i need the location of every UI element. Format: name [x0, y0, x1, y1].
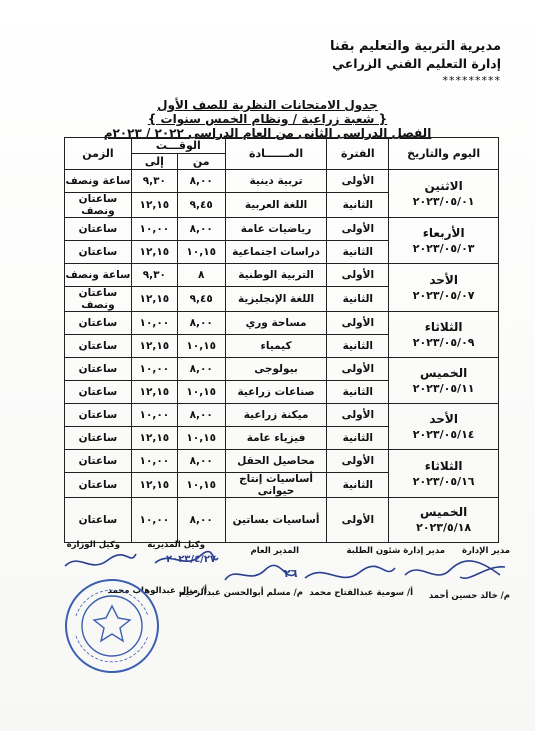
- period-cell: الثانية: [327, 473, 389, 498]
- schedule-subtitle: { شعبة زراعية / ونظام الخمس سنوات }: [147, 112, 388, 126]
- subject-cell: دراسات اجتماعية: [225, 241, 327, 264]
- duration-cell: ساعتان: [65, 241, 132, 264]
- from-cell: ٨,٠٠: [177, 170, 225, 193]
- duration-cell: ساعتان ونصف: [65, 193, 132, 218]
- period-cell: الأولى: [327, 404, 389, 427]
- duration-cell: ساعتان: [65, 218, 132, 241]
- day-name: الأحد: [429, 272, 458, 287]
- day-date-cell: [389, 358, 499, 404]
- student-affairs-title: مدير إدارة شئون الطلبة: [346, 546, 445, 556]
- subject-cell: فيزياء عامة: [225, 427, 327, 450]
- header-period: الفترة: [327, 138, 389, 170]
- to-cell: ١٢,١٥: [131, 381, 177, 404]
- duration-cell: ساعتان: [65, 473, 132, 498]
- deputy-directorate-name: أ/ منال عبدالوهاب محمد: [107, 586, 207, 596]
- deputy-ministry-signature: [60, 548, 140, 578]
- exam-date: ٢٠٢٣/٠٥/٠٣: [412, 241, 475, 255]
- period-cell: الأولى: [327, 498, 389, 543]
- handwritten-date: ٢٠٢٣/٤/٢٧: [166, 554, 217, 565]
- table-row: [65, 358, 499, 381]
- admin-director-title: مدير الإدارة: [461, 546, 510, 556]
- period-cell: الثانية: [327, 381, 389, 404]
- admin-director-signature: [400, 555, 510, 587]
- day-name: الخميس: [420, 505, 468, 519]
- header-subject: المــــــادة: [225, 138, 327, 170]
- table-row: [65, 264, 499, 287]
- from-cell: ٨: [177, 264, 225, 287]
- table-row: [65, 170, 499, 193]
- to-cell: ١٢,١٥: [131, 335, 177, 358]
- day-name: الخميس: [420, 365, 468, 380]
- document-titles: [0, 98, 535, 140]
- header-duration: الزمن: [65, 138, 132, 170]
- header-stars: *********: [442, 74, 501, 87]
- to-cell: ١٠,٠٠: [131, 404, 177, 427]
- table-row: [65, 450, 499, 473]
- to-cell: ١٠,٠٠: [131, 312, 177, 335]
- subject-cell: بيولوجى: [225, 358, 327, 381]
- day-name: الثلاثاء: [424, 458, 463, 473]
- day-date-cell: [389, 170, 499, 218]
- to-cell: ١٢,١٥: [131, 241, 177, 264]
- day-date-cell: [389, 450, 499, 498]
- day-date-cell: [389, 218, 499, 264]
- schedule-title: جدول الامتحانات النظرية للصف الأول: [157, 98, 378, 112]
- from-cell: ٩,٤٥: [177, 193, 225, 218]
- period-cell: الأولى: [327, 218, 389, 241]
- administration-name: إدارة التعليم الفني الزراعي: [332, 56, 501, 71]
- duration-cell: ساعة ونصف: [65, 170, 132, 193]
- period-cell: الأولى: [327, 264, 389, 287]
- exam-date: ٢٠٢٣/٠٥/٠٩: [412, 335, 475, 349]
- table-row: [65, 312, 499, 335]
- subject-cell: تربية دينية: [225, 170, 327, 193]
- period-cell: الأولى: [327, 450, 389, 473]
- header-day-date: اليوم والتاريخ: [389, 138, 499, 170]
- exam-date: ٢٠٢٣/٠٥/١٤: [412, 427, 475, 441]
- subject-cell: أساسيات إنتاج حيوانى: [225, 473, 327, 498]
- exam-date: ٢٠٢٣/٠٥/٠٧: [412, 288, 475, 302]
- subject-cell: التربية الوطنية: [225, 264, 327, 287]
- general-director-name: م/ مسلم أبوالحسن عبدالرحيم: [178, 588, 303, 598]
- table-row: [65, 404, 499, 427]
- period-cell: الأولى: [327, 170, 389, 193]
- duration-cell: ساعتان: [65, 404, 132, 427]
- from-cell: ٨,٠٠: [177, 358, 225, 381]
- exam-date: ٢٠٢٣/٥/١٨: [416, 521, 472, 534]
- period-cell: الثانية: [327, 193, 389, 218]
- to-cell: ١٢,١٥: [131, 287, 177, 312]
- duration-cell: ساعتان: [65, 312, 132, 335]
- to-cell: ١٢,١٥: [131, 427, 177, 450]
- to-cell: ١٢,١٥: [131, 473, 177, 498]
- subject-cell: صناعات زراعية: [225, 381, 327, 404]
- to-cell: ١٠,٠٠: [131, 498, 177, 543]
- from-cell: ١٠,١٥: [177, 381, 225, 404]
- period-cell: الثانية: [327, 427, 389, 450]
- to-cell: ١٠,٠٠: [131, 218, 177, 241]
- day-date-cell: [389, 312, 499, 358]
- table-row: [65, 498, 499, 543]
- day-name: الأحد: [429, 411, 458, 426]
- duration-cell: ساعتان: [65, 358, 132, 381]
- exam-date: ٢٠٢٣/٠٥/١١: [412, 381, 475, 395]
- deputy-ministry-title: وكيل الوزارة: [66, 540, 120, 550]
- duration-cell: ساعتان: [65, 427, 132, 450]
- from-cell: ١٠,١٥: [177, 241, 225, 264]
- table-row: [65, 218, 499, 241]
- from-cell: ٩,٤٥: [177, 287, 225, 312]
- deputy-directorate-title: وكيل المديرية: [147, 540, 205, 550]
- from-cell: ٨,٠٠: [177, 404, 225, 427]
- exam-date: ٢٠٢٣/٠٥/٠١: [412, 194, 475, 208]
- day-name: الثلاثاء: [424, 319, 463, 334]
- from-cell: ٨,٠٠: [177, 498, 225, 543]
- from-cell: ٨,٠٠: [177, 450, 225, 473]
- duration-cell: ساعة ونصف: [65, 264, 132, 287]
- header-from: من: [177, 154, 225, 170]
- duration-cell: ساعتان: [65, 498, 132, 543]
- subject-cell: مساحة وري: [225, 312, 327, 335]
- student-affairs-name: أ/ سومية عبدالفتاح محمد: [309, 588, 413, 598]
- to-cell: ١٠,٠٠: [131, 358, 177, 381]
- official-stamp: [62, 576, 162, 676]
- subject-cell: اللغة العربية: [225, 193, 327, 218]
- subject-cell: ميكنة زراعية: [225, 404, 327, 427]
- duration-cell: ساعتان ونصف: [65, 287, 132, 312]
- duration-cell: ساعتان: [65, 450, 132, 473]
- period-cell: الثانية: [327, 287, 389, 312]
- to-cell: ٩,٣٠: [131, 170, 177, 193]
- subject-cell: محاصيل الحقل: [225, 450, 327, 473]
- admin-director-name: م/ خالد حسين أحمد: [428, 591, 510, 601]
- day-name: الاثنين: [424, 178, 463, 193]
- day-date-cell: [389, 498, 499, 543]
- exam-schedule-table: [64, 137, 499, 543]
- header-time: الوقـــت: [131, 138, 225, 154]
- term-line: الفصل الدراسى الثانى من العام الدراسى ٢٠٢٢ / ٢٠٢٣م: [103, 126, 432, 140]
- from-cell: ١٠,١٥: [177, 473, 225, 498]
- day-date-cell: [389, 264, 499, 312]
- subject-cell: أساسيات بساتين: [225, 498, 327, 543]
- from-cell: ١٠,١٥: [177, 335, 225, 358]
- exam-date: ٢٠٢٣/٠٥/١٦: [412, 474, 475, 488]
- day-name: الأربعاء: [422, 225, 465, 240]
- duration-cell: ساعتان: [65, 335, 132, 358]
- day-date-cell: [389, 404, 499, 450]
- to-cell: ١٠,٠٠: [131, 450, 177, 473]
- to-cell: ٩,٣٠: [131, 264, 177, 287]
- period-cell: الأولى: [327, 358, 389, 381]
- duration-cell: ساعتان: [65, 381, 132, 404]
- from-cell: ٨,٠٠: [177, 312, 225, 335]
- schedule-body: [65, 170, 499, 543]
- directorate-name: مديرية التربية والتعليم بقنا: [330, 39, 501, 54]
- period-cell: الثانية: [327, 335, 389, 358]
- handwritten-reference: ٢٦: [284, 567, 298, 580]
- from-cell: ٨,٠٠: [177, 218, 225, 241]
- student-affairs-signature: [300, 560, 400, 590]
- to-cell: ١٢,١٥: [131, 193, 177, 218]
- header-to: إلى: [131, 154, 177, 170]
- period-cell: الثانية: [327, 241, 389, 264]
- general-director-title: المدير العام: [250, 546, 299, 556]
- subject-cell: اللغة الإنجليزية: [225, 287, 327, 312]
- letterhead: [330, 38, 501, 89]
- subject-cell: رياضيات عامة: [225, 218, 327, 241]
- period-cell: الأولى: [327, 312, 389, 335]
- from-cell: ١٠,١٥: [177, 427, 225, 450]
- subject-cell: كيمياء: [225, 335, 327, 358]
